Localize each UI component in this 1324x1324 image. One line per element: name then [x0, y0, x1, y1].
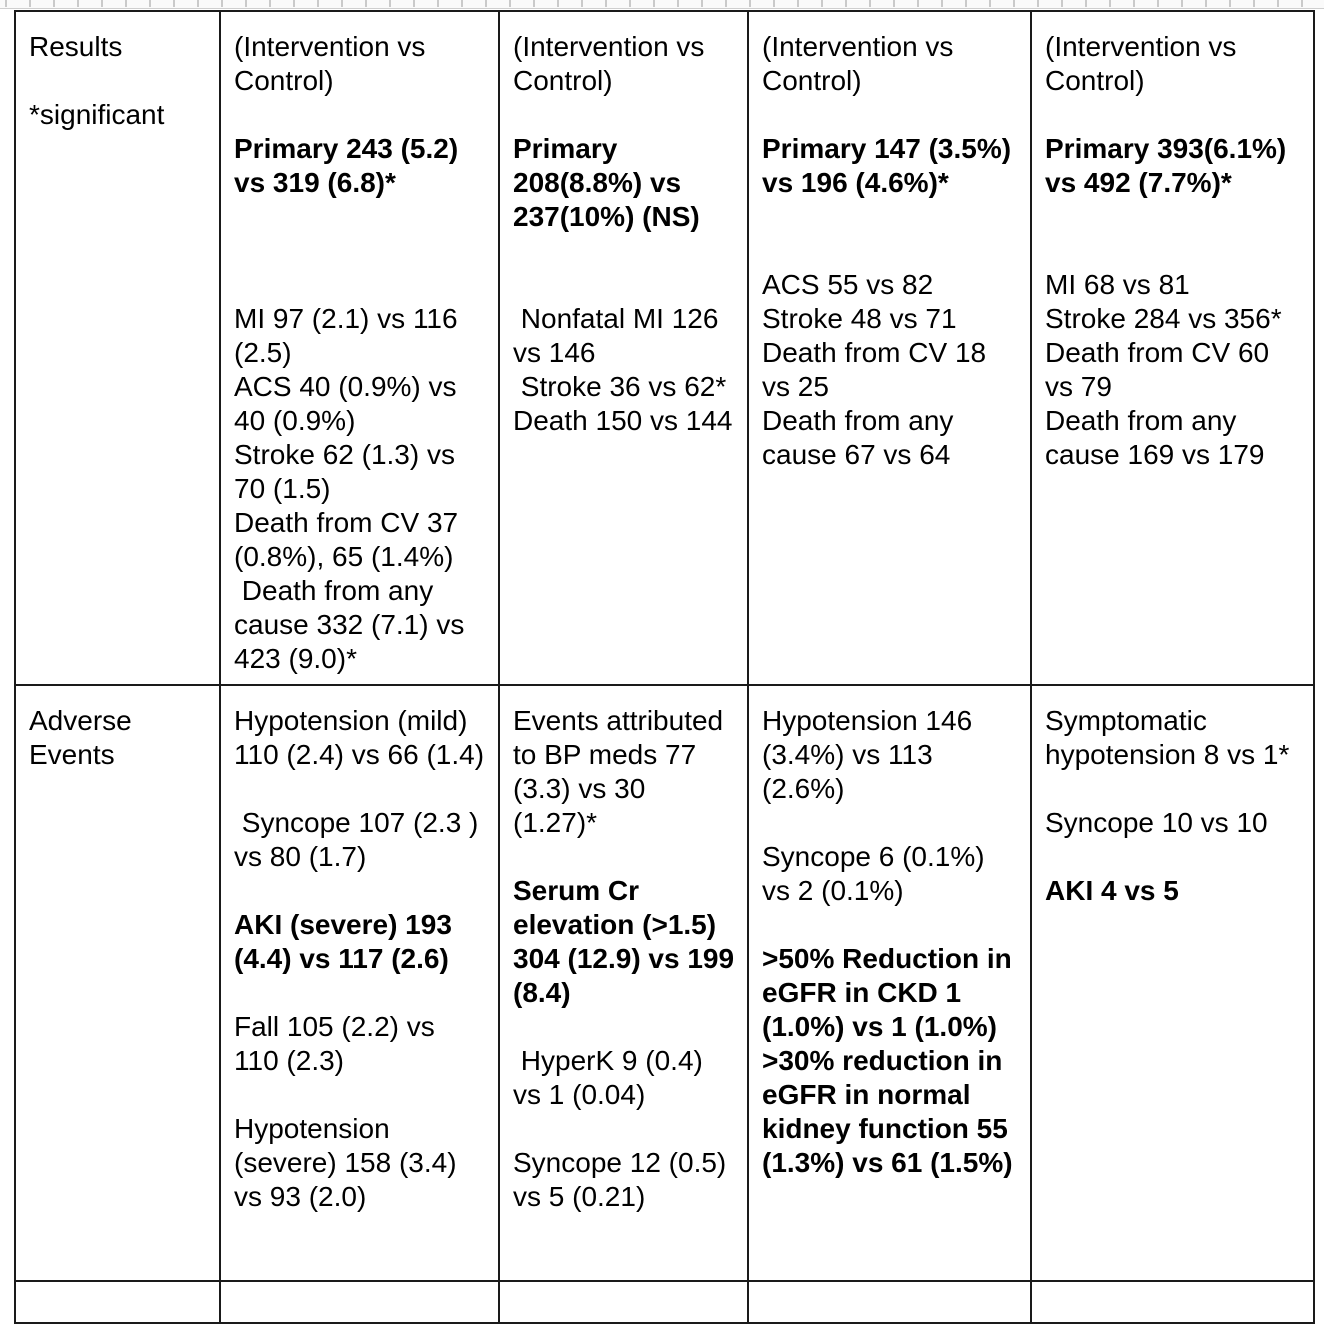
row-label: Adverse Events [29, 705, 140, 770]
adverse-item: Serum Cr elevation (>1.5) 304 (12.9) vs 199 (8.4) [513, 875, 742, 1008]
adverse-item: Syncope 10 vs 10 [1045, 807, 1268, 838]
outcome-detail: Death from any cause 67 vs 64 [762, 405, 962, 470]
adverse-item: Syncope 107 (2.3 ) vs 80 (1.7) [234, 807, 487, 872]
ruler [0, 0, 1324, 9]
adverse-item: Syncope 6 (0.1%) vs 2 (0.1%) [762, 841, 993, 906]
outcome-detail: Death from CV 60 vs 79 [1045, 337, 1277, 402]
primary-outcome: Primary 147 (3.5%) vs 196 (4.6%)* [762, 133, 1019, 198]
adverse-item: Events attributed to BP meds 77 (3.3) vs 30 (1.27)* [513, 705, 731, 838]
table-cell-empty[interactable] [499, 1281, 748, 1323]
outcome-detail: MI 68 vs 81 [1045, 269, 1190, 300]
adverse-item: AKI 4 vs 5 [1045, 875, 1179, 906]
results-cell-4[interactable] [1031, 11, 1314, 685]
outcome-detail: ACS 55 vs 82 [762, 269, 934, 300]
outcome-detail: Death from any cause 169 vs 179 [1045, 405, 1265, 470]
adverse-cell-3[interactable] [748, 685, 1031, 1281]
adverse-item: >30% reduction in eGFR in normal kidney function 55 (1.3%) vs 61 (1.5%) [762, 1045, 1016, 1178]
primary-outcome: Primary 393(6.1%) vs 492 (7.7%)* [1045, 133, 1295, 198]
primary-outcome: Primary 243 (5.2) vs 319 (6.8)* [234, 133, 466, 198]
outcome-detail: ACS 40 (0.9%) vs 40 (0.9%) [234, 371, 465, 436]
outcome-detail: Stroke 62 (1.3) vs 70 (1.5) [234, 439, 463, 504]
adverse-cell-4[interactable] [1031, 685, 1314, 1281]
adverse-item: Hypotension 146 (3.4%) vs 113 (2.6%) [762, 705, 980, 804]
outcome-detail: Death from CV 18 vs 25 [762, 337, 994, 402]
results-cell-1[interactable] [220, 11, 499, 685]
outcome-detail: Stroke 36 vs 62* [513, 371, 727, 402]
table-row-next [15, 1281, 1314, 1323]
outcome-detail: Death 150 vs 144 [513, 405, 733, 436]
results-table [14, 10, 1315, 1324]
row-label-cell[interactable] [15, 11, 220, 685]
adverse-cell-2[interactable] [499, 685, 748, 1281]
ruler-ticks [0, 0, 1324, 8]
adverse-item: HyperK 9 (0.4) vs 1 (0.04) [513, 1045, 711, 1110]
outcome-detail: MI 97 (2.1) vs 116 (2.5) [234, 303, 466, 368]
table-row-results [15, 11, 1314, 685]
column-header: (Intervention vs Control) [513, 31, 713, 96]
adverse-item: Symptomatic hypotension 8 vs 1* [1045, 705, 1290, 770]
outcome-detail: Stroke 48 vs 71 [762, 303, 957, 334]
adverse-item: AKI (severe) 193 (4.4) vs 117 (2.6) [234, 909, 460, 974]
table-cell-empty[interactable] [748, 1281, 1031, 1323]
table-cell-empty[interactable] [1031, 1281, 1314, 1323]
adverse-item: Hypotension (mild) 110 (2.4) vs 66 (1.4) [234, 705, 485, 770]
table-cell-empty[interactable] [15, 1281, 220, 1323]
outcome-detail: Stroke 284 vs 356* [1045, 303, 1282, 334]
table-row-adverse-events [15, 685, 1314, 1281]
adverse-cell-1[interactable] [220, 685, 499, 1281]
table-cell-empty[interactable] [220, 1281, 499, 1323]
outcome-detail: Death from CV 37 (0.8%), 65 (1.4%) [234, 507, 466, 572]
column-header: (Intervention vs Control) [762, 31, 962, 96]
primary-outcome: Primary 208(8.8%) vs 237(10%) (NS) [513, 133, 700, 232]
significance-note: *significant [29, 99, 165, 130]
adverse-item: Syncope 12 (0.5) vs 5 (0.21) [513, 1147, 735, 1212]
adverse-item: Fall 105 (2.2) vs 110 (2.3) [234, 1011, 443, 1076]
row-label: Results [29, 31, 123, 62]
results-cell-3[interactable] [748, 11, 1031, 685]
adverse-item: Hypotension (severe) 158 (3.4) vs 93 (2.0) [234, 1113, 465, 1212]
adverse-item: >50% Reduction in eGFR in CKD 1 (1.0%) vs 1 (1.0%) [762, 943, 1020, 1042]
outcome-detail: Death from any cause 332 (7.1) vs 423 (9.0)* [234, 575, 473, 674]
row-label-cell[interactable] [15, 685, 220, 1281]
results-cell-2[interactable] [499, 11, 748, 685]
column-header: (Intervention vs Control) [234, 31, 434, 96]
column-header: (Intervention vs Control) [1045, 31, 1245, 96]
outcome-detail: Nonfatal MI 126 vs 146 [513, 303, 727, 368]
